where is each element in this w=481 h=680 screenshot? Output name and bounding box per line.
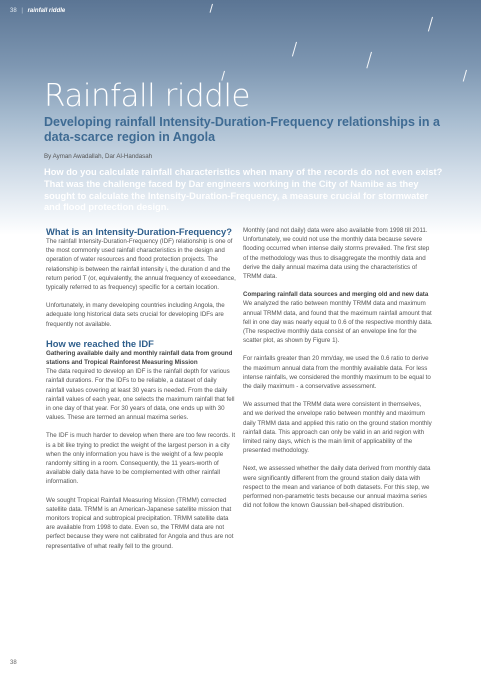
left-column [46,226,236,551]
intro-paragraph: How do you calculate rainfall characteristics when many of the records do not even exist? That was the challenge faced by Dar engineers working in the City of Namibe as they sought to calculate the Intensity-Duration-Frequency, a measure crucial for stormwater and flood protection design. [44,167,443,213]
rain-streak [292,42,297,57]
running-header [10,8,65,14]
body-paragraph: We assumed that the TRMM data were consistent in themselves, and we derived the envelope ratio between monthly and maximum daily TRMM data and applied this ratio on the ground station monthly rainfall data. This approach can only be valid in an arid region with limited rainy days, which is the main limit of applicability of the presented methodology. [243,401,432,455]
body-paragraph: Unfortunately, in many developing countries including Angola, the adequate long historical data sets crucial for developing IDFs are frequently not available. [46,302,225,328]
rain-streak [366,52,372,69]
body-paragraph: The data required to develop an IDF is the rainfall depth for various rainfall durations. For the IDFs to be reliable, a dataset of daily rainfall values covering at least 30 years is needed. From the daily rainfall values of each year, one selects the maximum rainfall that fell in one day of that year. For 30 years of data, one ends up with 30 values. These are termed an annual maxima series. [46,368,235,422]
header-separator: | [21,8,23,14]
header-section-title: rainfall riddle [27,8,66,14]
page-subtitle: Developing rainfall Intensity-Duration-Frequency relationships in a data-scarce region in Angola [44,115,440,144]
rain-streak [463,70,468,82]
body-paragraph: For rainfalls greater than 20 mm/day, we used the 0.6 ratio to derive the maximum annual data from the monthly available data. For less intense rainfalls, we considered the monthly maximum to be equal to the daily maximum - a conservative assessment. [243,355,431,391]
rain-streak [210,4,214,13]
body-paragraph: We sought Tropical Rainfall Measuring Mission (TRMM) corrected satellite data. TRMM is an American-Japanese satellite mission that monitors tropical and subtropical precipitation. TRMM satellite data are available from 1998 to date. Even so, the TRMM data are not perfect because they were not calibrated for Angola and thus are not representative of what really fell to the ground. [46,496,234,550]
byline: By Ayman Awadallah, Dar Al-Handasah [44,153,153,160]
section-heading: How we reached the IDF [46,337,154,349]
page-number: 38 [10,660,17,666]
body-paragraph: Monthly (and not daily) data were also available from 1998 till 2011. Unfortunately, we could not use the monthly data because severe flooding occurred when intense daily storms prevailed. The first step of the methodology was thus to disaggregate the monthly data and derive the daily annual maxima data using the characteristics of TRMM data. [243,227,430,281]
subsection-heading: Gathering available daily and monthly rainfall data from ground stations and Tropical Rainforest Measuring Mission [46,349,233,367]
body-paragraph: We analyzed the ratio between monthly TRMM data and maximum annual TRMM data, and found that the maximum rainfall amount that fell in one day was nearly equal to 0.6 of the respective monthly data. (The respective monthly data consist of an envelope line for the scatter plot, as shown by Figure 1). [243,300,433,345]
section-heading: What is an Intensity-Duration-Frequency? [46,226,232,237]
body-paragraph: The IDF is much harder to develop when there are too few records. It is a bit like trying to predict the weight of the largest person in a city when the only information you have is the weight of a few people randomly sitting in a room. Consequently, the 11 years-worth of available daily data have to be complemented with other rainfall information. [46,432,236,486]
rain-streak [428,17,433,32]
body-paragraph: Next, we assessed whether the daily data derived from monthly data were significantly different from the ground station daily data with respect to the mean and variance of both datasets. For this step, we performed non-parametric tests because our annual maxima series did not follow the known Gaussian bell-shaped distribution. [243,465,431,510]
header-page-number: 38 [10,8,17,14]
right-column [243,226,433,510]
body-paragraph: The rainfall Intensity-Duration-Frequency (IDF) relationship is one of the most commonly used rainfall characteristics in the design and operation of water resources and flood protection projects. The relationship is between the rainfall intensity i, the duration d and the return period T (or, equivalently, the annual frequency of exceedance, typically referred to as frequency) specific for a certain location. [46,238,236,292]
page-title: Rainfall riddle [44,78,251,114]
subsection-heading: Comparing rainfall data sources and merging old and new data [243,291,429,299]
